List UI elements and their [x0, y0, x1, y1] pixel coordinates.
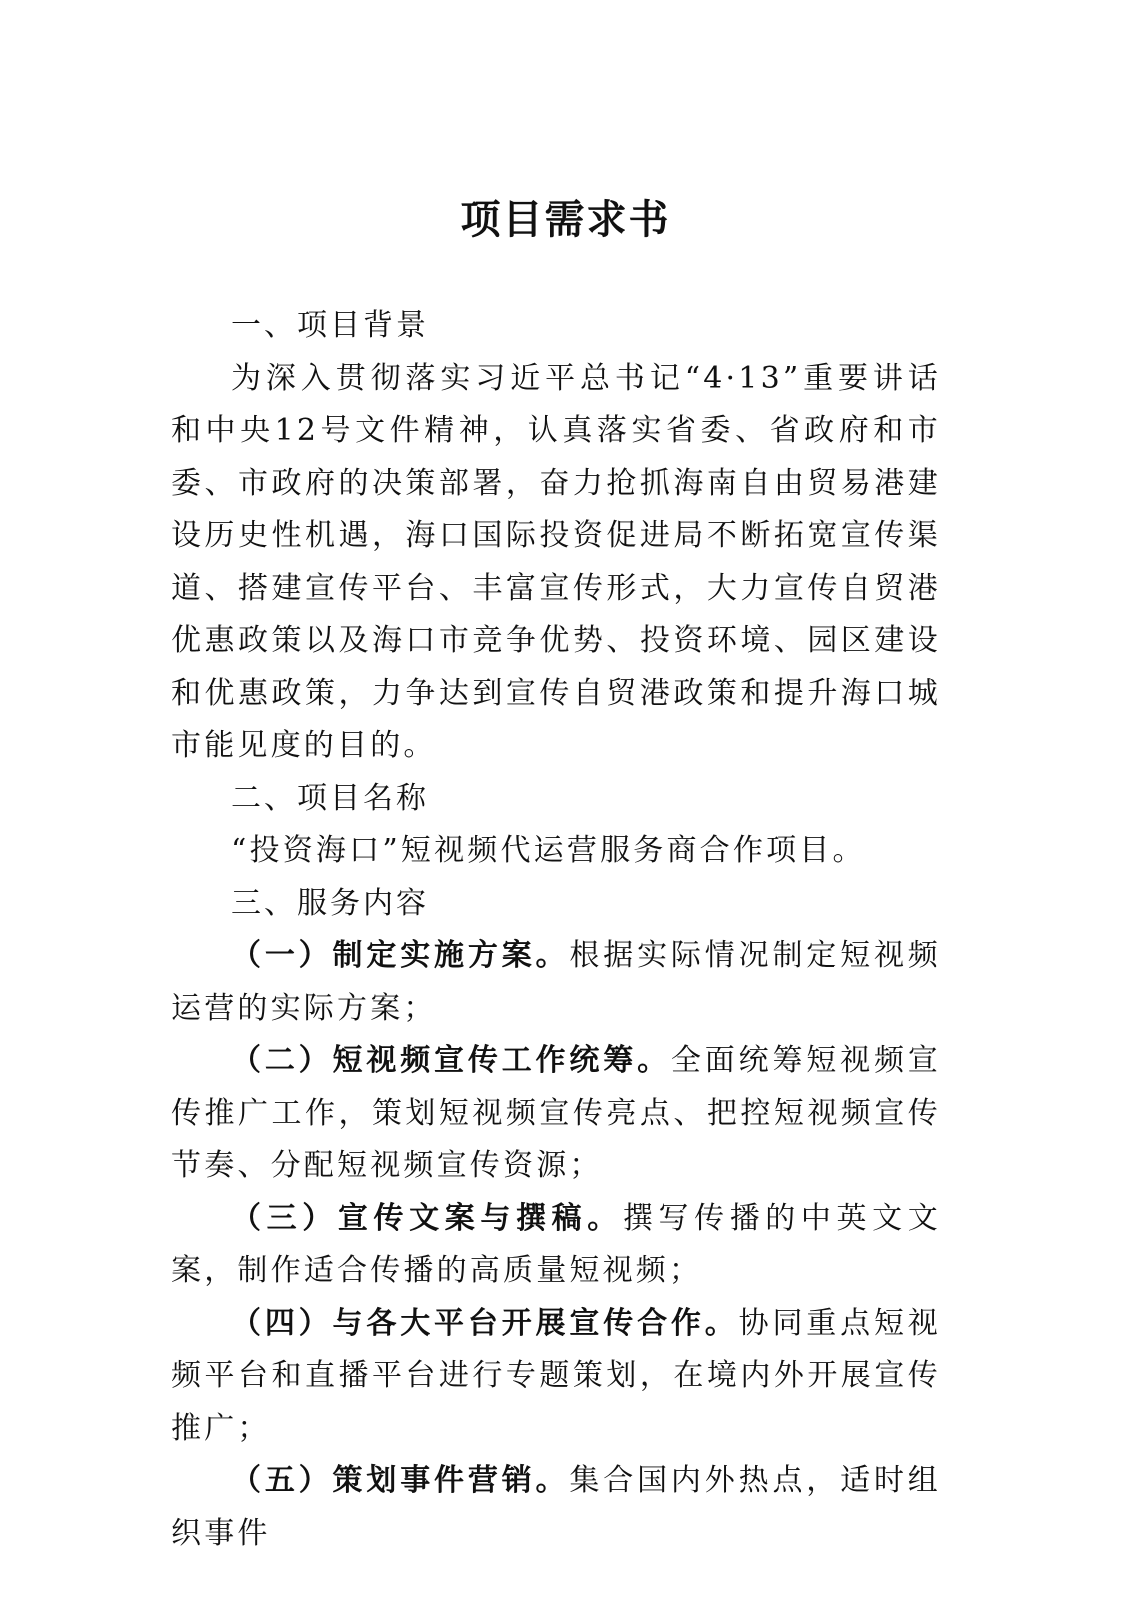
service-item-2	[171, 1035, 941, 1193]
section-body-background: 为深入贯彻落实习近平总书记“4·13”重要讲话和中央12号文件精神，认真落实省委、省政府和市委、市政府的决策部署，奋力抢抓海南自由贸易港建设历史性机遇，海口国际投资促进局不断拓宽宣传渠道、搭建宣传平台、丰富宣传形式，大力宣传自贸港优惠政策以及海口市竞争优势、投资环境、园区建设和优惠政策，力争达到宣传自贸港政策和提升海口城市能见度的目的。	[171, 360, 941, 763]
section-heading-name: 二、项目名称	[231, 780, 429, 816]
service-item-4	[171, 1298, 941, 1456]
document-title: 项目需求书	[460, 196, 671, 243]
service-item-3	[171, 1193, 941, 1298]
service-item-label: （二）短视频宣传工作统筹。	[231, 1043, 671, 1078]
document-body	[171, 300, 941, 1560]
service-item-label: （四）与各大平台开展宣传合作。	[231, 1305, 739, 1341]
service-item-text: 撰写传播的中英文文案，制作适合传播的高质量短视频；	[171, 1200, 941, 1288]
service-item-text: 全面统筹短视频宣传推广工作，策划短视频宣传亮点、把控短视频宣传节奏、分配短视频宣传资源；	[171, 1043, 941, 1183]
service-item-5	[171, 1455, 941, 1560]
service-item-text: 根据实际情况制定短视频运营的实际方案；	[171, 938, 942, 1026]
service-item-text: 集合国内外热点，适时组织事件	[171, 1463, 942, 1551]
section-heading-background: 一、项目背景	[231, 308, 429, 343]
service-item-label: （三）宣传文案与撰稿。	[231, 1200, 623, 1236]
section-body-name: “投资海口”短视频代运营服务商合作项目。	[231, 833, 866, 868]
service-item-1	[171, 930, 941, 1035]
section-heading-services: 三、服务内容	[231, 885, 429, 921]
service-item-text: 协同重点短视频平台和直播平台进行专题策划，在境内外开展宣传推广；	[171, 1305, 942, 1446]
service-item-label: （五）策划事件营销。	[231, 1463, 570, 1498]
service-item-label: （一）制定实施方案。	[231, 938, 570, 973]
